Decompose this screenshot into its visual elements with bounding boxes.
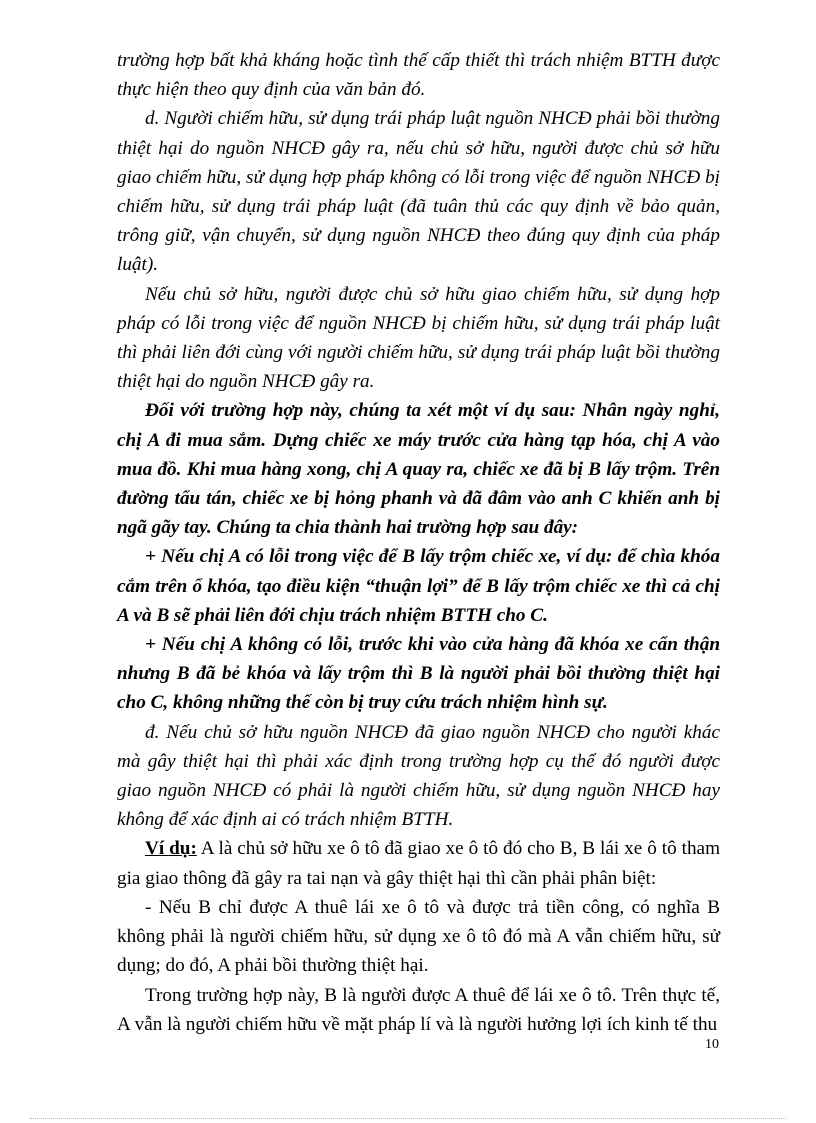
paragraph-liability: Nếu chủ sở hữu, người được chủ sở hữu giao chiếm hữu, sử dụng hợp pháp có lỗi trong việc để nguồn NHCĐ bị chiếm hữu, sử dụng trái pháp luật thì phải liên đới cùng với người chiếm hữu, sử dụng trái pháp luật bồi thường thiệt hại do nguồn NHCĐ gây ra.: [117, 283, 720, 393]
paragraph-analysis: Trong trường hợp này, B là người được A thuê để lái xe ô tô. Trên thực tế, A vẫn là người chiếm hữu về mặt pháp lí và là người hưởng lợi ích kinh tế thu: [117, 984, 720, 1035]
paragraph-dd: đ. Nếu chủ sở hữu nguồn NHCĐ đã giao nguồn NHCĐ cho người khác mà gây thiệt hại thì phải xác định trong trường hợp cụ thể đó người được giao nguồn NHCĐ có phải là người chiếm hữu, sử dụng nguồn NHCĐ hay không để xác định ai có trách nhiệm BTTH.: [117, 721, 720, 831]
paragraph-d: d. Người chiếm hữu, sử dụng trái pháp luật nguồn NHCĐ phải bồi thường thiệt hại do nguồn NHCĐ gây ra, nếu chủ sở hữu, người được chủ sở hữu giao chiếm hữu, sử dụng hợp pháp không có lỗi trong việc để nguồn NHCĐ bị chiếm hữu, sử dụng trái pháp luật (đã tuân thủ các quy định về bảo quản, trông giữ, vận chuyển, sử dụng nguồn NHCĐ theo đúng quy định của pháp luật).: [117, 108, 720, 276]
example-text: A là chủ sở hữu xe ô tô đã giao xe ô tô đó cho B, B lái xe ô tô tham gia giao thông đã gây ra tai nạn và gây thiệt hại thì cần phải phân biệt:: [117, 838, 720, 889]
document-body: [117, 46, 720, 1039]
page-bottom-divider: [30, 1118, 786, 1119]
paragraph-case-2: + Nếu chị A không có lỗi, trước khi vào cửa hàng đã khóa xe cẩn thận nhưng B đã bẻ khóa và lấy trộm thì B là người phải bồi thường thiệt hại cho C, không những thế còn bị truy cứu trách nhiệm hình sự.: [117, 634, 720, 714]
paragraph-case-hire: - Nếu B chỉ được A thuê lái xe ô tô và được trả tiền công, có nghĩa B không phải là người chiếm hữu, sử dụng xe ô tô đó mà A vẫn chiếm hữu, sử dụng; do đó, A phải bồi thường thiệt hại.: [117, 896, 720, 977]
paragraph-example: [117, 834, 720, 892]
paragraph-example-intro: Đối với trường hợp này, chúng ta xét một ví dụ sau: Nhân ngày nghỉ, chị A đi mua sắm. Dựng chiếc xe máy trước cửa hàng tạp hóa, chị A vào mua đồ. Khi mua hàng xong, chị A quay ra, chiếc xe đã bị B lấy trộm. Trên đường tẩu tán, chiếc xe bị hỏng phanh và đã đâm vào anh C khiến anh bị ngã gãy tay. Chúng ta chia thành hai trường hợp sau đây:: [117, 400, 720, 539]
paragraph-case-1: + Nếu chị A có lỗi trong việc để B lấy trộm chiếc xe, ví dụ: để chìa khóa cắm trên ổ khóa, tạo điều kiện “thuận lợi” để B lấy trộm chiếc xe thì cả chị A và B sẽ phải liên đới chịu trách nhiệm BTTH cho C.: [117, 546, 720, 626]
example-label: Ví dụ:: [145, 838, 197, 860]
paragraph-continuation: trường hợp bất khả kháng hoặc tình thế cấp thiết thì trách nhiệm BTTH được thực hiện theo quy định của văn bản đó.: [117, 50, 720, 101]
page-number: 10: [705, 1037, 719, 1052]
